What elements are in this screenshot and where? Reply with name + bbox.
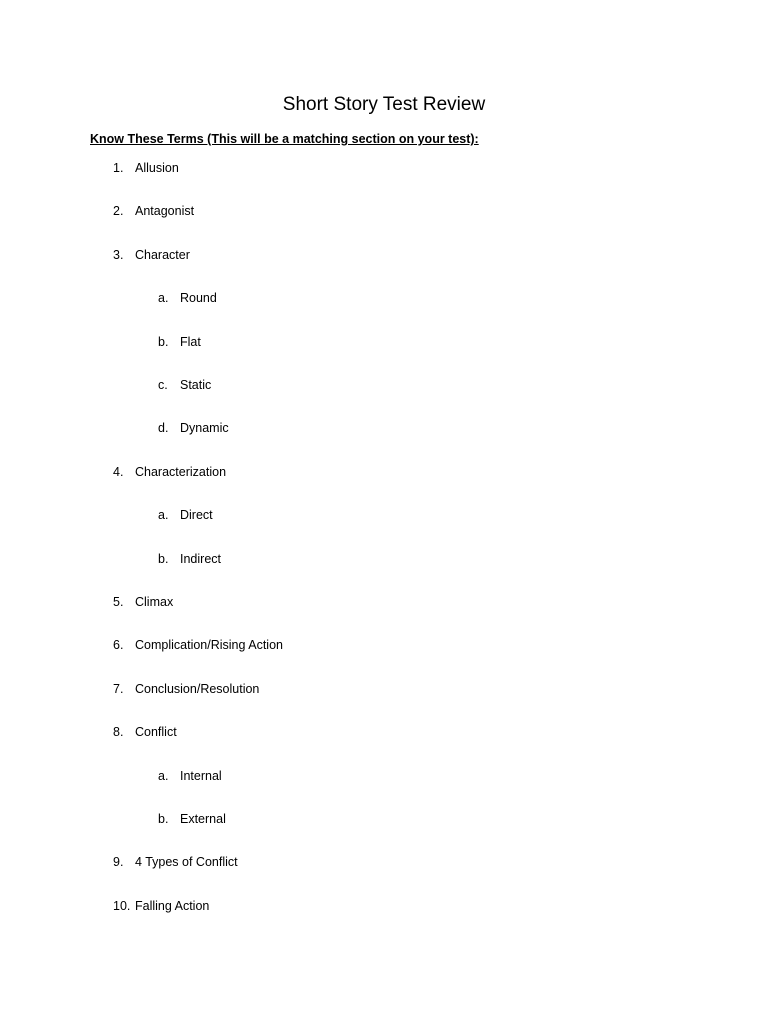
list-item-text: Indirect [180,551,221,566]
list-item-marker: 6. [113,638,124,653]
list-item-marker: a. [158,508,169,523]
list-item-text: Antagonist [135,204,195,219]
list-item-text: 4 Types of Conflict [135,855,238,870]
list-item-marker: c. [158,378,168,392]
list-item-marker: 4. [113,464,124,479]
list-item-text: Direct [180,508,213,523]
list-item-text: Flat [180,334,201,349]
list-item-marker: b. [158,334,169,349]
list-item-text: Static [180,378,212,392]
list-item-marker: 10. [113,898,131,913]
list-item-marker: 2. [113,204,124,219]
list-item-marker: a. [158,768,169,783]
list-item-marker: a. [158,291,169,306]
list-item-text: Conflict [135,725,177,740]
list-item-text: Round [180,291,217,306]
list-item-marker: 3. [113,247,124,262]
list-item-marker: d. [158,421,169,436]
list-item-text: Characterization [135,464,227,479]
list-item-text: External [180,812,226,826]
list-item-marker: 7. [113,681,124,696]
page-title: Short Story Test Review [282,94,486,115]
list-item-marker: b. [158,551,169,566]
list-item-text: Dynamic [180,421,229,436]
list-item-text: Conclusion/Resolution [135,681,260,696]
list-item-text: Internal [180,768,222,783]
list-item-marker: 8. [113,725,124,740]
section-heading: Know These Terms (This will be a matching section on your test): [90,132,479,146]
list-item-marker: 1. [113,161,124,175]
list-item-text: Falling Action [135,898,210,913]
list-item-text: Allusion [135,161,179,175]
list-item-text: Climax [135,595,174,609]
list-item-marker: 9. [113,855,124,870]
list-item-marker: 5. [113,595,124,609]
list-item-text: Character [135,247,190,262]
list-item-text: Complication/Rising Action [135,638,283,653]
list-item-marker: b. [158,812,169,826]
